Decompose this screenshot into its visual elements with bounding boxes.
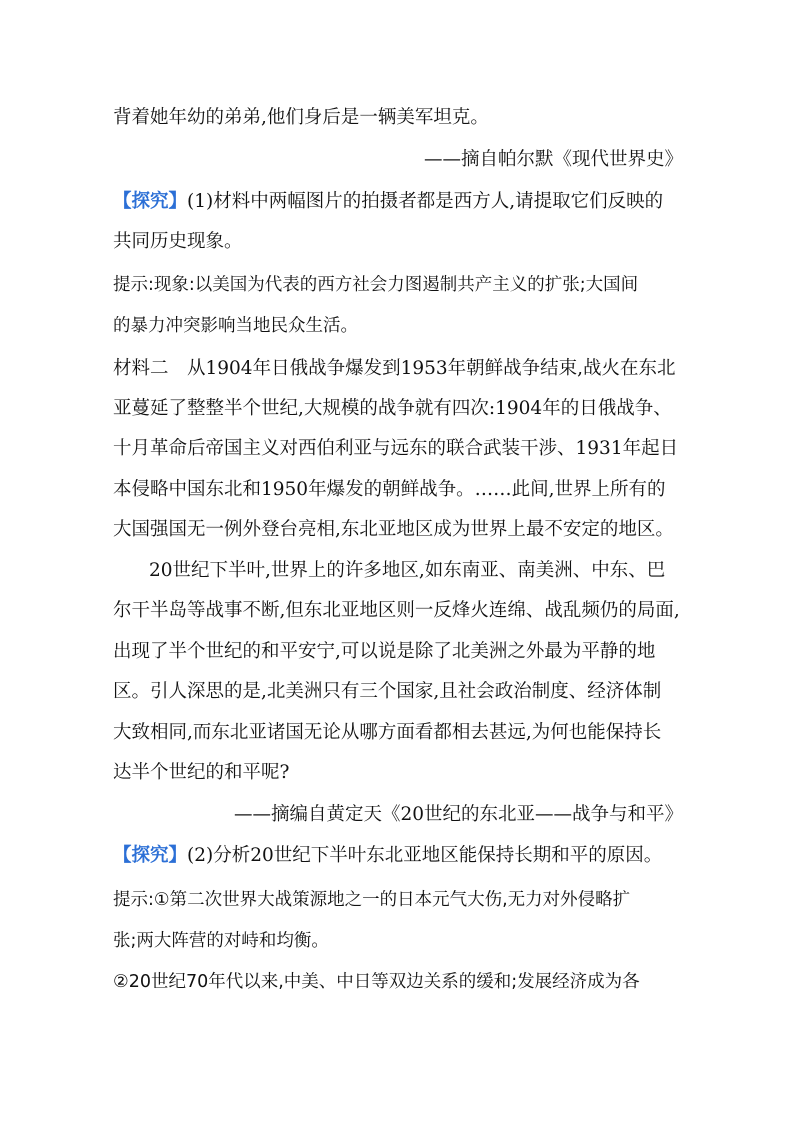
question-text: (1)材料中两幅图片的拍摄者都是西方人,请提取它们反映的 [187,191,664,212]
question-line [113,844,683,868]
explore-tag: 【探究】 [113,845,188,866]
hint-line: 提示:①第二次世界大战策源地之一的日本元气大伤,无力对外侵略扩 [113,890,631,910]
material-line: 20世纪下半叶,世界上的许多地区,如东南亚、南美洲、中东、巴 [149,560,666,581]
material-line: 十月革命后帝国主义对西伯利亚与远东的联合武装干涉、1931年起日 [113,438,679,459]
material-line: 达半个世纪的和平呢? [113,762,290,783]
hint-line: 张;两大阵营的对峙和均衡。 [113,931,329,951]
material-line: 材料二 从1904年日俄战争爆发到1953年朝鲜战争结束,战火在东北 [113,358,676,379]
material-line: 亚蔓延了整整半个世纪,大规模的战争就有四次:1904年的日俄战争、 [113,398,672,419]
text-line: 背着她年幼的弟弟,他们身后是一辆美军坦克。 [113,107,489,128]
hint-line: 的暴力冲突影响当地民众生活。 [113,316,358,336]
material-line: 本侵略中国东北和1950年爆发的朝鲜战争。……此间,世界上所有的 [113,479,666,500]
question-line [113,190,683,214]
source-citation: ——摘编自黄定天《20世纪的东北亚——战争与和平》 [233,804,683,825]
text-line: 共同历史现象。 [113,231,243,252]
material-line: 大国强国无一例外登台亮相,东北亚地区成为世界上最不安定的地区。 [113,519,674,540]
hint-line: 提示:现象:以美国为代表的西方社会力图遏制共产主义的扩张;大国间 [113,275,639,295]
hint-line: ②20世纪70年代以来,中美、中日等双边关系的缓和;发展经济成为各 [113,972,640,992]
question-text: (2)分析20世纪下半叶东北亚地区能保持长期和平的原因。 [187,845,663,866]
material-line: 大致相同,而东北亚诸国无论从哪方面看都相去甚远,为何也能保持长 [113,722,662,743]
source-citation: ——摘自帕尔默《现代世界史》 [423,149,683,170]
explore-tag: 【探究】 [113,191,188,212]
material-line: 区。引人深思的是,北美洲只有三个国家,且社会政治制度、经济体制 [113,681,662,702]
material-line: 尔干半岛等战事不断,但东北亚地区则一反烽火连绵、战乱频仍的局面, [113,600,680,621]
material-line: 出现了半个世纪的和平安宁,可以说是除了北美洲之外最为平静的地 [113,641,656,662]
